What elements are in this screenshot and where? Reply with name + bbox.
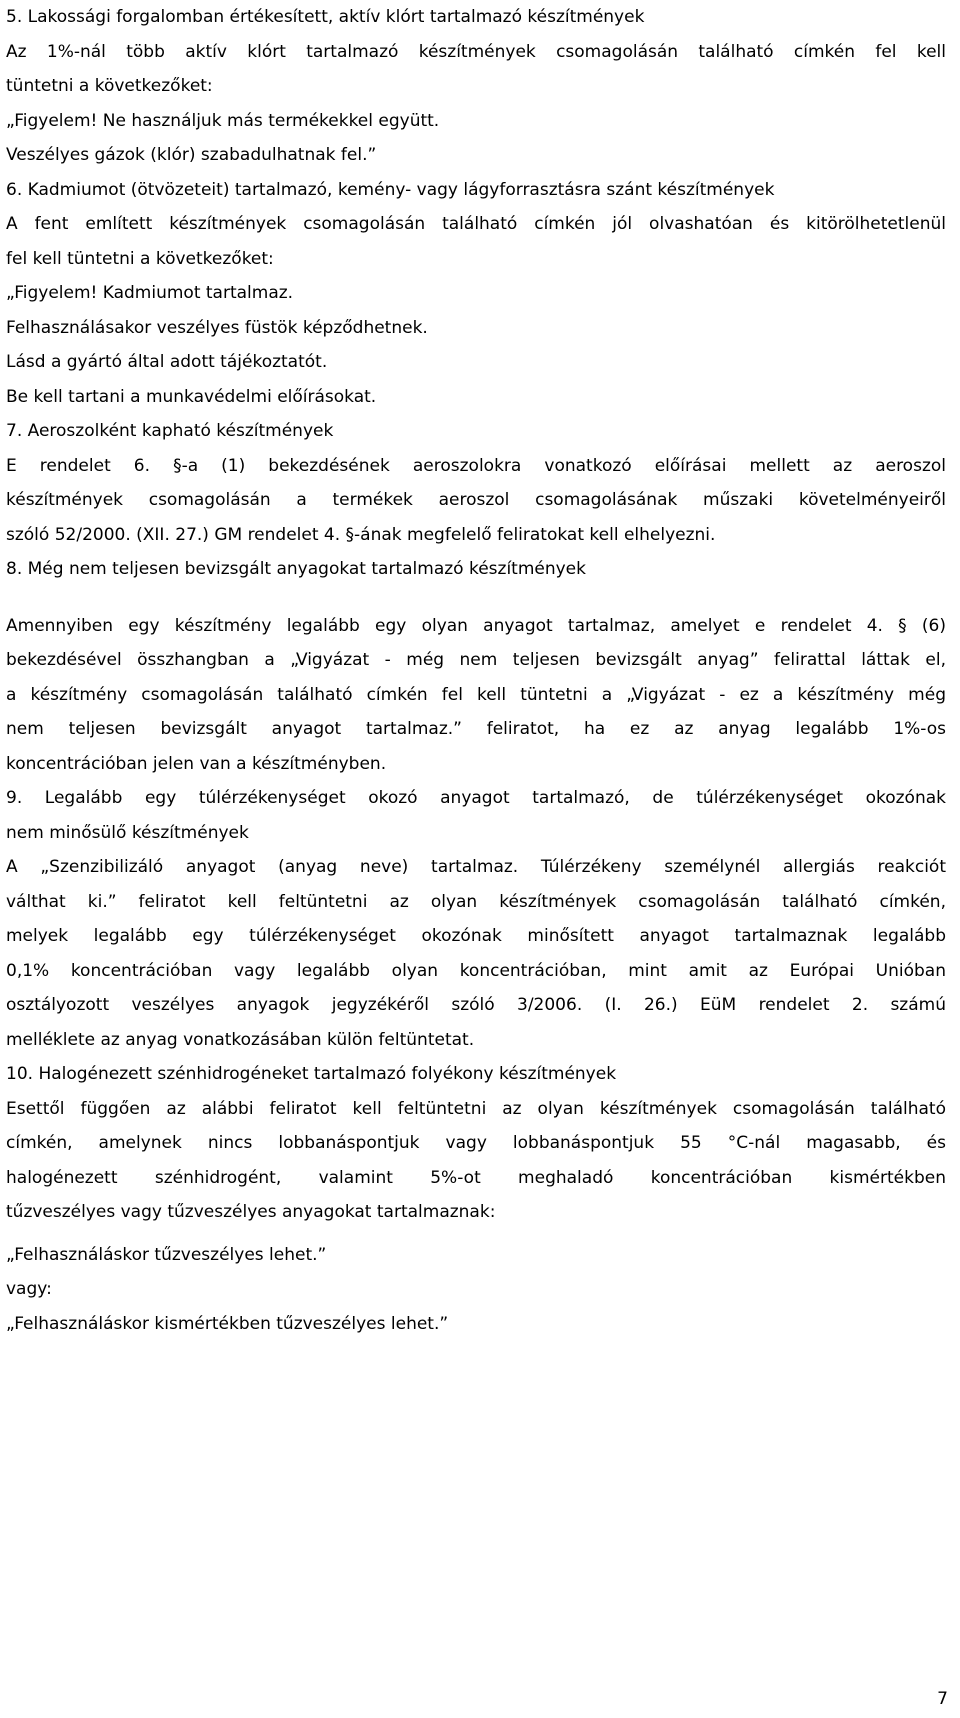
section-10-text-line: tűzveszélyes vagy tűzveszélyes anyagokat tartalmaznak: bbox=[6, 1202, 496, 1222]
section-7-text-line: E rendelet 6. §-a (1) bekezdésének aeroszolokra vonatkozó előírásai mellett az aeroszol bbox=[6, 455, 946, 476]
section-8-text-line: bekezdésével összhangban a „Vigyázat - még nem teljesen bevizsgált anyag” felirattal láttak el, bbox=[6, 650, 946, 670]
section-8-text-line: Amennyiben egy készítmény legalább egy olyan anyagot tartalmaz, amelyet e rendelet 4. § (6) bbox=[6, 615, 946, 636]
section-9-text-line: válthat ki.” feliratot kell feltüntetni az olyan készítmények csomagolásán található címkén, bbox=[6, 891, 946, 912]
section-10-text-line: címkén, amelynek nincs lobbanáspontjuk vagy lobbanáspontjuk 55 °C-nál magasabb, és bbox=[6, 1133, 946, 1153]
section-5-text-line: tüntetni a következőket: bbox=[6, 76, 213, 96]
section-9-heading: 9. Legalább egy túlérzékenységet okozó anyagot tartalmazó, de túlérzékenységet okozónak bbox=[6, 788, 946, 808]
document-body bbox=[6, 0, 946, 1341]
section-9-text-line: A „Szenzibilizáló anyagot (anyag neve) tartalmaz. Túlérzékeny személynél allergiás reakciót bbox=[6, 857, 946, 877]
section-5-text-line: Az 1%-nál több aktív klórt tartalmazó készítmények csomagolásán található címkén fel kell bbox=[6, 41, 946, 62]
section-9-text-line: osztályozott veszélyes anyagok jegyzékéről szóló 3/2006. (I. 26.) EüM rendelet 2. számú bbox=[6, 995, 946, 1015]
section-8-heading: 8. Még nem teljesen bevizsgált anyagokat tartalmazó készítmények bbox=[6, 559, 586, 579]
section-10-or: vagy: bbox=[6, 1279, 52, 1299]
section-10-text-line: halogénezett szénhidrogént, valamint 5%-ot meghaladó koncentrációban kismértékben bbox=[6, 1167, 946, 1188]
section-6-label-line: Lásd a gyártó által adott tájékoztatót. bbox=[6, 352, 328, 372]
section-6-heading: 6. Kadmiumot (ötvözeteit) tartalmazó, kemény- vagy lágyforrasztásra szánt készítmények bbox=[6, 179, 775, 200]
section-5-heading: 5. Lakossági forgalomban értékesített, aktív klórt tartalmazó készítmények bbox=[6, 7, 645, 27]
section-9-text-line: melléklete az anyag vonatkozásában külön feltüntetat. bbox=[6, 1029, 475, 1050]
section-10-heading: 10. Halogénezett szénhidrogéneket tartalmazó folyékony készítmények bbox=[6, 1064, 617, 1084]
page-number: 7 bbox=[937, 1689, 948, 1709]
section-8-text-line: a készítmény csomagolásán található címkén fel kell tüntetni a „Vigyázat - ez a készítmény még bbox=[6, 684, 946, 705]
section-6-label-line: Felhasználásakor veszélyes füstök képződhetnek. bbox=[6, 317, 428, 338]
section-9-text-line: melyek legalább egy túlérzékenységet okozónak minősített anyagot tartalmaznak legalább bbox=[6, 926, 946, 946]
spacer bbox=[6, 587, 946, 609]
section-6-text-line: A fent említett készítmények csomagolásán található címkén jól olvashatóan és kitörölhetetlenül bbox=[6, 214, 946, 234]
section-6-label-line: Be kell tartani a munkavédelmi előírásokat. bbox=[6, 386, 377, 407]
section-7-text-line: szóló 52/2000. (XII. 27.) GM rendelet 4. §-ának megfelelő feliratokat kell elhelyezni. bbox=[6, 524, 716, 545]
section-7-text-line: készítmények csomagolásán a termékek aeroszol csomagolásának műszaki követelményeiről bbox=[6, 490, 946, 510]
section-8-text-line: nem teljesen bevizsgált anyagot tartalmaz.” feliratot, ha ez az anyag legalább 1%-os bbox=[6, 719, 946, 739]
section-10-text-line: Esettől függően az alábbi feliratot kell feltüntetni az olyan készítmények csomagolásán található bbox=[6, 1098, 946, 1119]
section-9-heading: nem minősülő készítmények bbox=[6, 822, 249, 843]
section-10-label-2: „Felhasználáskor kismértékben tűzveszélyes lehet.” bbox=[6, 1313, 449, 1334]
section-6-text-line: fel kell tüntetni a következőket: bbox=[6, 248, 274, 269]
section-5-label-line: „Figyelem! Ne használjuk más termékekkel együtt. bbox=[6, 110, 440, 131]
section-8-text-line: koncentrációban jelen van a készítményben. bbox=[6, 753, 387, 774]
spacer bbox=[6, 1230, 946, 1238]
section-9-text-line: 0,1% koncentrációban vagy legalább olyan koncentrációban, mint amit az Európai Unióban bbox=[6, 960, 946, 981]
section-6-label-line: „Figyelem! Kadmiumot tartalmaz. bbox=[6, 283, 294, 303]
section-10-label-1: „Felhasználáskor tűzveszélyes lehet.” bbox=[6, 1244, 327, 1265]
section-7-heading: 7. Aeroszolként kapható készítmények bbox=[6, 421, 334, 441]
section-5-label-line: Veszélyes gázok (klór) szabadulhatnak fel.” bbox=[6, 145, 377, 165]
